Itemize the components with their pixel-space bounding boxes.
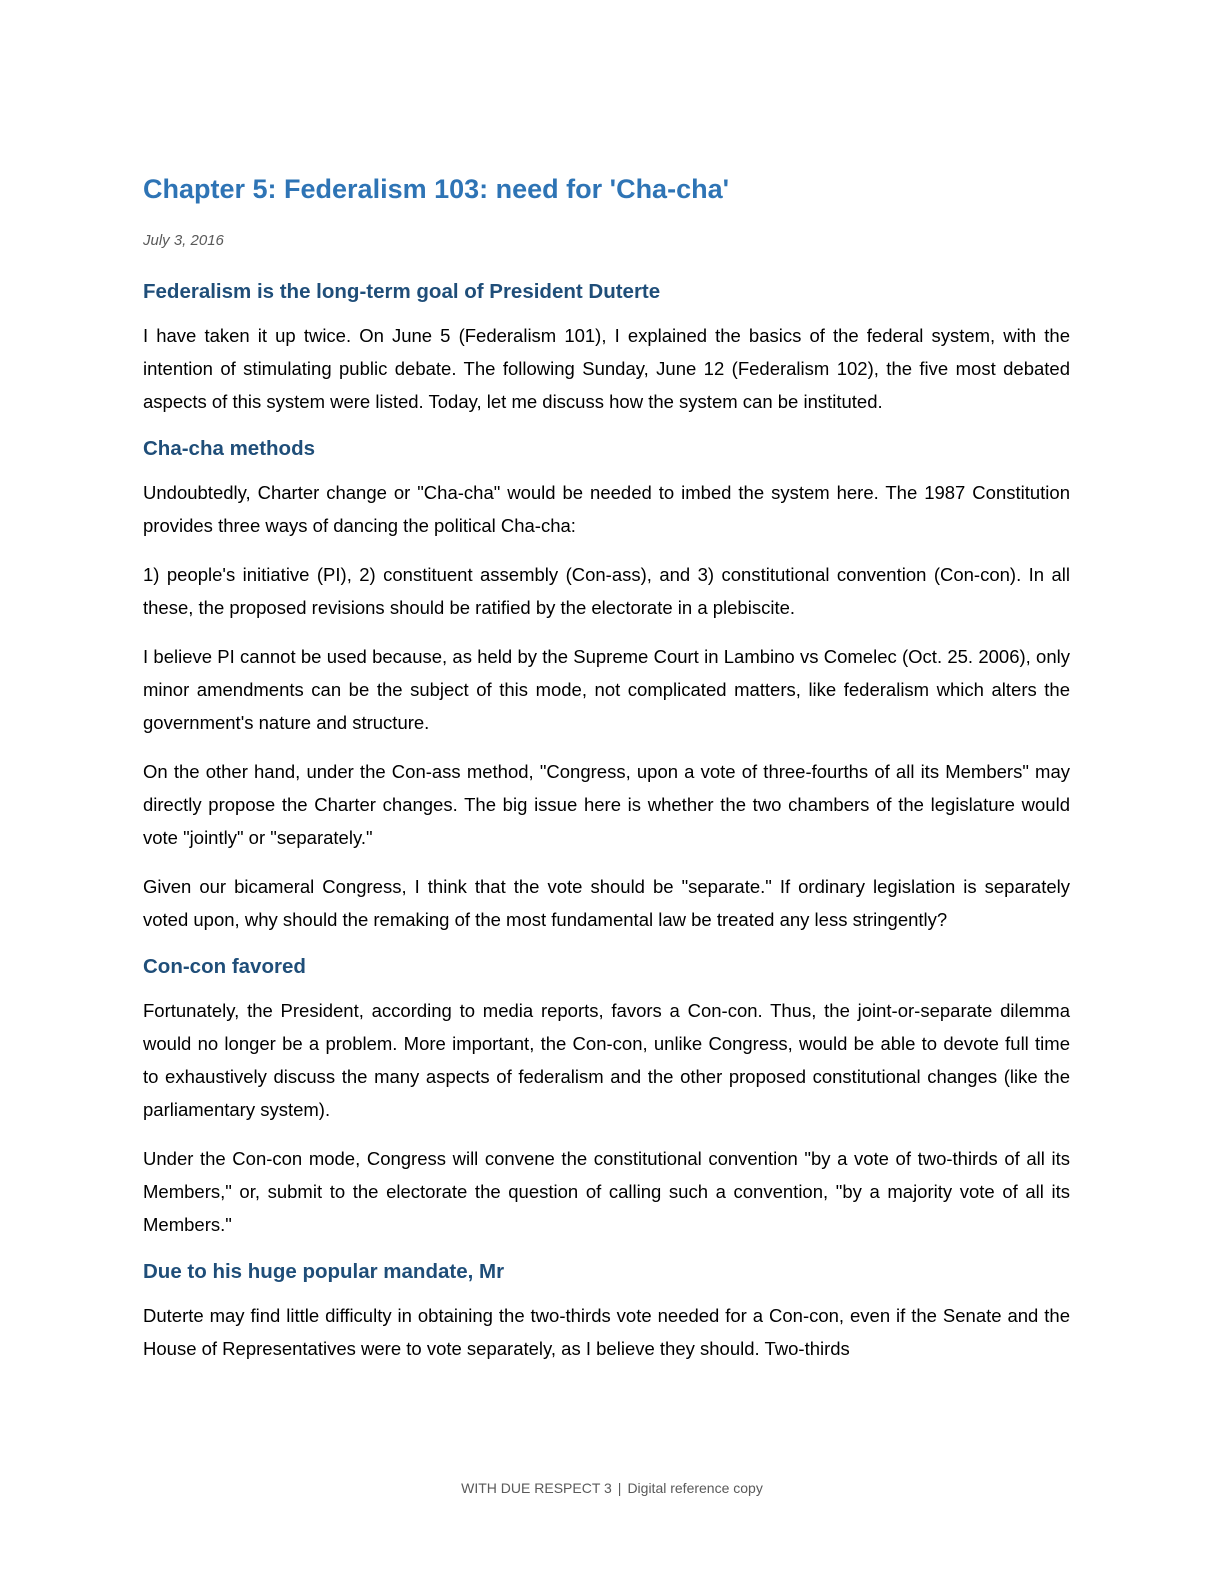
paragraph-intro: I have taken it up twice. On June 5 (Federalism 101), I explained the basics of the federal system, with the intention of stimulating public debate. The following Sunday, June 12 (Federalism 102), the five most debated aspects of this system were listed. Today, let me discuss how the system can be instituted. — [143, 325, 1070, 412]
paragraph-con-ass: On the other hand, under the Con-ass method, "Congress, upon a vote of three-fourths of all its Members" may directly propose the Charter changes. The big issue here is whether the two chambers of the legislature would vote "jointly" or "separately." — [143, 761, 1070, 848]
footer-copy-note: Digital reference copy — [627, 1480, 763, 1496]
footer-running-title: WITH DUE RESPECT 3 — [461, 1480, 612, 1496]
article-body — [143, 277, 1070, 1381]
chapter-title: Chapter 5: Federalism 103: need for 'Cha-cha' — [143, 174, 730, 204]
footer-separator: | — [617, 1480, 622, 1496]
paragraph-peoples-initiative: I believe PI cannot be used because, as held by the Supreme Court in Lambino vs Comelec (Oct. 25. 2006), only minor amendments can be the subject of this mode, not complicated matters, like federalism which alters the government's nature and structure. — [143, 646, 1070, 733]
section-heading-con-con-favored: Con-con favored — [143, 955, 306, 978]
paragraph-bicameral-vote: Given our bicameral Congress, I think that the vote should be "separate." If ordinary legislation is separately voted upon, why should the remaking of the most fundamental law be treated any less stringently? — [143, 876, 1070, 930]
paragraph-president-favors: Fortunately, the President, according to media reports, favors a Con-con. Thus, the joint-or-separate dilemma would no longer be a problem. More important, the Con-con, unlike Congress, would be able to devote full time to exhaustively discuss the many aspects of federalism and the other proposed constitutional changes (like the parliamentary system). — [143, 1000, 1070, 1120]
document-page — [143, 0, 1070, 1584]
section-heading-popular-mandate: Due to his huge popular mandate, Mr — [143, 1260, 505, 1283]
publication-date: July 3, 2016 — [143, 232, 224, 249]
paragraph-three-methods: 1) people's initiative (PI), 2) constituent assembly (Con-ass), and 3) constitutional convention (Con-con). In all these, the proposed revisions should be ratified by the electorate in a plebiscite. — [143, 564, 1070, 618]
paragraph-charter-change: Undoubtedly, Charter change or "Cha-cha" would be needed to imbed the system here. The 1987 Constitution provides three ways of dancing the political Cha-cha: — [143, 482, 1070, 536]
section-heading-federalism-goal: Federalism is the long-term goal of President Duterte — [143, 280, 661, 303]
section-heading-cha-cha-methods: Cha-cha methods — [143, 437, 315, 460]
paragraph-two-thirds-vote: Duterte may find little difficulty in obtaining the two-thirds vote needed for a Con-con, even if the Senate and the House of Representatives were to vote separately, as I believe they should. Two-thirds — [143, 1305, 1070, 1359]
page-footer — [0, 1478, 1224, 1498]
paragraph-con-con-mode: Under the Con-con mode, Congress will convene the constitutional convention "by a vote of two-thirds of all its Members," or, submit to the electorate the question of calling such a convention, "by a majority vote of all its Members." — [143, 1148, 1070, 1235]
